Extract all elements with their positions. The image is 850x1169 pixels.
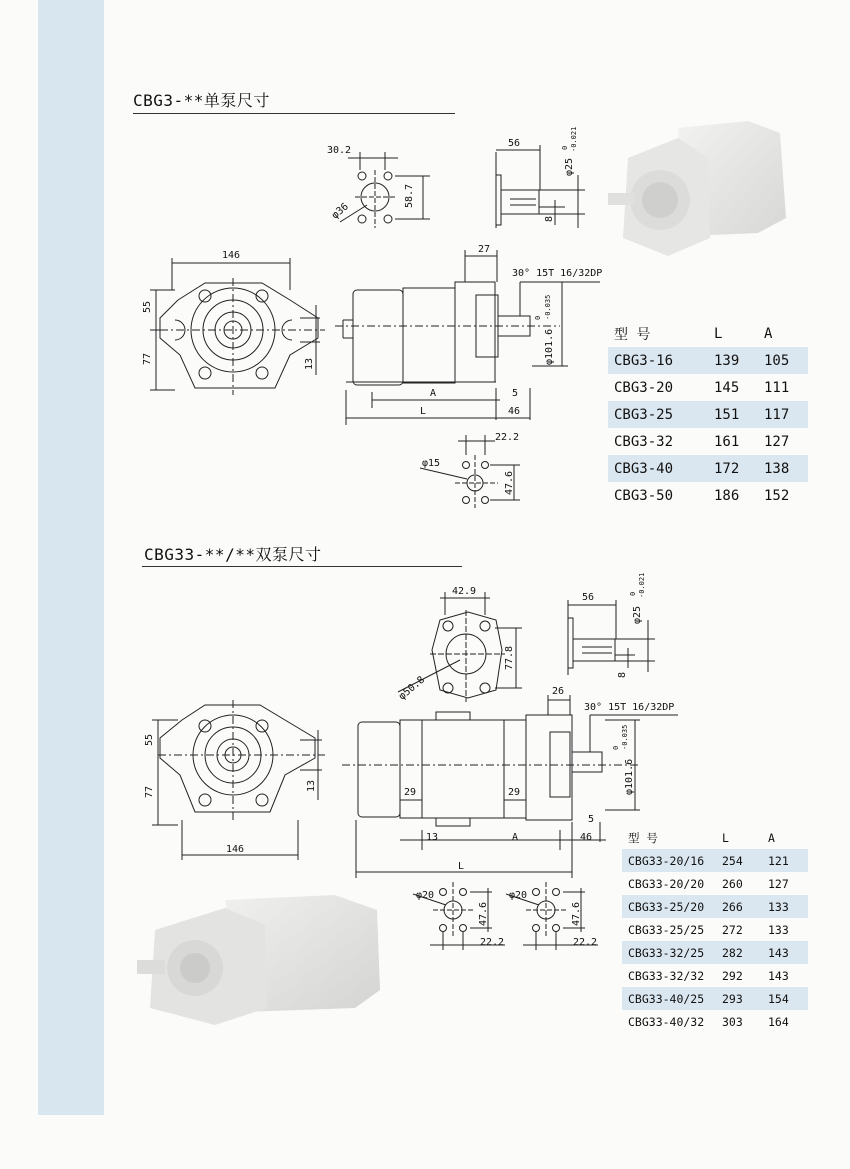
row-A: 111 xyxy=(764,379,790,396)
s1-dim-phi101-tol-lower: -0.035 xyxy=(544,294,552,320)
table-row xyxy=(622,849,808,872)
table-row xyxy=(622,941,808,964)
table-row xyxy=(608,374,808,401)
s2-dim-77-8: 77.8 xyxy=(504,645,515,670)
row-A: 105 xyxy=(758,347,808,374)
s1-table-header-model: 型 号 xyxy=(614,326,651,343)
s2-dim-phi25-tol-upper: 0 xyxy=(629,591,637,596)
table-row xyxy=(622,872,808,895)
row-model: CBG33-40/32 xyxy=(628,1014,705,1029)
s2-dim-29-b: 29 xyxy=(508,787,521,798)
s2-dim-46: 46 xyxy=(580,832,593,843)
s2-dim-phi50-8: φ50.8 xyxy=(396,674,427,703)
table-row xyxy=(608,347,808,374)
s1-dim-spline: 30° 15T 16/32DP xyxy=(512,268,603,279)
table-row xyxy=(622,1010,808,1033)
s2-dim-phi101-tol-upper: 0 xyxy=(612,745,620,750)
row-A: 143 xyxy=(768,968,789,983)
s2-dim-29-a: 29 xyxy=(404,787,417,798)
s2-dim-146: 146 xyxy=(226,844,245,855)
s2-dim-42-9: 42.9 xyxy=(452,586,477,597)
row-A: 138 xyxy=(758,455,808,482)
s2-table-header-L: L xyxy=(722,830,729,845)
s1-dim-5: 5 xyxy=(512,388,519,399)
s2-dim-8: 8 xyxy=(617,671,628,678)
s1-dim-phi25: φ25 xyxy=(564,157,575,176)
s1-shaft-view xyxy=(496,145,585,228)
s2-dim-phi20-b: φ20 xyxy=(509,890,528,901)
table-row xyxy=(622,918,808,941)
s1-dim-L: L xyxy=(420,406,427,417)
s2-table-header-A: A xyxy=(768,830,775,845)
row-L: 303 xyxy=(722,1014,743,1029)
row-L: 161 xyxy=(714,433,740,450)
s2-dim-spline: 30° 15T 16/32DP xyxy=(584,702,675,713)
s2-dim-47-6-a: 47.6 xyxy=(478,901,489,926)
s2-pump-photo xyxy=(135,890,385,1030)
s1-dim-30-2: 30.2 xyxy=(327,145,352,156)
s1-dim-56: 56 xyxy=(508,138,521,149)
s2-dim-55: 55 xyxy=(144,733,155,746)
table-row xyxy=(608,482,808,509)
row-L: 145 xyxy=(714,379,740,396)
row-model: CBG3-25 xyxy=(608,401,708,428)
s1-dim-phi25-tol-lower: -0.021 xyxy=(570,126,578,152)
s2-dim-22-2-b: 22.2 xyxy=(573,937,598,948)
s1-dim-27: 27 xyxy=(478,244,491,255)
s1-dim-146: 146 xyxy=(222,250,241,261)
s1-dim-A: A xyxy=(430,388,437,399)
table-row xyxy=(622,895,808,918)
s1-dim-phi25-tol-upper: 0 xyxy=(561,145,569,150)
row-model: CBG3-32 xyxy=(614,433,674,450)
s2-dim-22-2-a: 22.2 xyxy=(480,937,505,948)
row-A: 164 xyxy=(768,1014,789,1029)
s1-port-flange-view xyxy=(340,152,430,228)
row-model: CBG33-32/25 xyxy=(622,941,716,964)
s1-pump-front-view xyxy=(150,258,325,395)
row-L: 186 xyxy=(714,487,740,504)
s1-dim-46: 46 xyxy=(508,406,521,417)
s2-spec-table xyxy=(622,826,808,1033)
s1-table-header-L: L xyxy=(714,325,723,342)
row-L: 139 xyxy=(708,347,758,374)
s1-dim-phi36: φ36 xyxy=(329,201,351,222)
s2-dim-phi25-tol-lower: -0.021 xyxy=(638,572,646,598)
row-L: 172 xyxy=(708,455,758,482)
s1-pump-photo xyxy=(608,118,788,258)
s2-dim-L: L xyxy=(458,861,465,872)
table-row xyxy=(608,401,808,428)
s1-dim-phi15: φ15 xyxy=(422,458,441,469)
s1-dim-phi101-tol-upper: 0 xyxy=(534,315,542,320)
table-row xyxy=(608,455,808,482)
row-L: 260 xyxy=(722,876,743,891)
row-model: CBG3-16 xyxy=(608,347,708,374)
s2-dim-A: A xyxy=(512,832,519,843)
s1-dim-13: 13 xyxy=(304,357,315,370)
row-L: 272 xyxy=(722,922,743,937)
row-model: CBG3-20 xyxy=(614,379,674,396)
s2-dim-phi101-tol-lower: -0.035 xyxy=(621,724,629,750)
s2-dim-5: 5 xyxy=(588,814,595,825)
table-row xyxy=(622,964,808,987)
s1-dim-55: 55 xyxy=(142,300,153,313)
s2-dim-phi25: φ25 xyxy=(632,605,643,624)
row-L: 254 xyxy=(716,849,762,872)
row-A: 127 xyxy=(768,876,789,891)
row-A: 127 xyxy=(764,433,790,450)
s2-dim-phi101: φ101.6 xyxy=(624,758,635,795)
row-L: 292 xyxy=(722,968,743,983)
row-A: 152 xyxy=(764,487,790,504)
s2-dim-13b: 13 xyxy=(426,832,439,843)
row-A: 133 xyxy=(768,922,789,937)
s2-dim-47-6-b: 47.6 xyxy=(571,901,582,926)
row-A: 133 xyxy=(762,895,808,918)
table-row xyxy=(608,428,808,455)
row-A: 117 xyxy=(758,401,808,428)
row-model: CBG33-25/25 xyxy=(628,922,705,937)
row-A: 154 xyxy=(762,987,808,1010)
row-model: CBG33-20/20 xyxy=(628,876,705,891)
row-L: 151 xyxy=(708,401,758,428)
row-A: 143 xyxy=(762,941,808,964)
s1-dim-47-6: 47.6 xyxy=(504,470,515,495)
s1-dim-8: 8 xyxy=(544,215,555,222)
s2-dim-phi20-a: φ20 xyxy=(416,890,435,901)
s1-dim-22-2: 22.2 xyxy=(495,432,520,443)
s2-pump-front-view xyxy=(152,700,325,860)
row-L: 282 xyxy=(716,941,762,964)
s1-dim-phi101: φ101.6 xyxy=(544,328,555,365)
row-L: 266 xyxy=(716,895,762,918)
s1-spec-table xyxy=(608,320,808,509)
s2-dim-26: 26 xyxy=(552,686,565,697)
s2-dim-77: 77 xyxy=(144,785,155,798)
section1-title: CBG3-**单泵尺寸 xyxy=(133,91,270,110)
row-L: 293 xyxy=(716,987,762,1010)
row-model: CBG33-25/20 xyxy=(622,895,716,918)
s1-table-header-A: A xyxy=(764,325,773,342)
row-model: CBG33-32/32 xyxy=(628,968,705,983)
s1-dim-77: 77 xyxy=(142,352,153,365)
table-row xyxy=(622,987,808,1010)
s2-dim-13: 13 xyxy=(306,779,317,792)
row-model: CBG3-40 xyxy=(608,455,708,482)
s1-dim-58-7: 58.7 xyxy=(404,183,415,208)
row-model: CBG33-40/25 xyxy=(622,987,716,1010)
s2-table-header-model: 型 号 xyxy=(628,830,658,845)
row-model: CBG3-50 xyxy=(614,487,674,504)
section2-title: CBG33-**/**双泵尺寸 xyxy=(144,545,322,564)
row-model: CBG33-20/16 xyxy=(622,849,716,872)
s2-dim-56: 56 xyxy=(582,592,595,603)
row-A: 121 xyxy=(762,849,808,872)
